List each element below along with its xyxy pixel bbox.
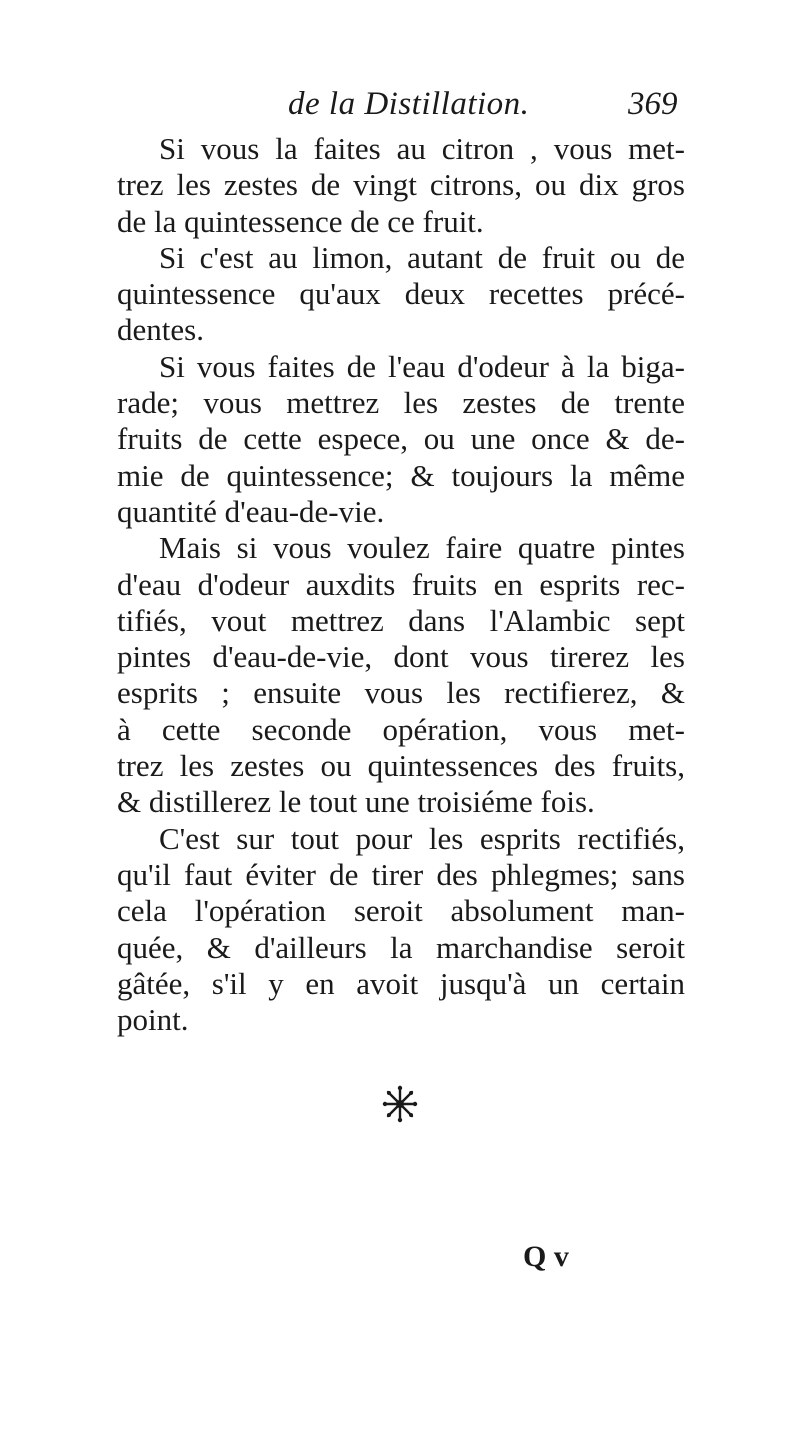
page-number: 369	[628, 86, 678, 122]
text-line: dentes.	[117, 312, 204, 348]
text-line: & distillerez le tout une troisiéme fois.	[117, 784, 595, 820]
text-line: tifiés, vout mettrez dans l'Alambic sept	[117, 602, 685, 638]
text-line: Mais si vous voulez faire quatre pintes	[159, 530, 685, 566]
text-line: cela l'opération seroit absolument man-	[117, 893, 685, 929]
text-line: de la quintessence de ce fruit.	[117, 203, 484, 239]
text-line: mie de quintessence; & toujours la même	[117, 457, 685, 493]
text-line: point.	[117, 1002, 189, 1038]
running-title: de la Distillation.	[288, 86, 530, 122]
text-line: quée, & d'ailleurs la marchandise seroit	[117, 929, 685, 965]
body-text	[117, 131, 685, 1038]
text-line: trez les zestes ou quintessences des fruits,	[117, 748, 685, 784]
text-line: quantité d'eau-de-vie.	[117, 493, 385, 529]
text-line: d'eau d'odeur auxdits fruits en esprits rec-	[117, 566, 685, 602]
text-line: gâtée, s'il y en avoit jusqu'à un certain	[117, 965, 685, 1001]
text-line: à cette seconde opération, vous met-	[117, 711, 685, 747]
text-line: Si vous faites de l'eau d'odeur à la biga-	[159, 348, 685, 384]
text-line: fruits de cette espece, ou une once & de-	[117, 421, 685, 457]
text-line: rade; vous mettrez les zestes de trente	[117, 385, 685, 421]
text-line: Si vous la faites au citron , vous met-	[159, 131, 685, 166]
catchword: Q v	[523, 1240, 569, 1273]
text-line: qu'il faut éviter de tirer des phlegmes; sans	[117, 856, 685, 892]
text-line: trez les zestes de vingt citrons, ou dix gros	[117, 167, 685, 203]
text-line: esprits ; ensuite vous les rectifierez, &	[117, 675, 685, 711]
text-line: quintessence qu'aux deux recettes précé-	[117, 276, 685, 312]
text-line: pintes d'eau-de-vie, dont vous tirerez les	[117, 639, 685, 675]
text-line: C'est sur tout pour les esprits rectifiés,	[159, 820, 685, 856]
asterism-ornament-icon	[380, 1084, 420, 1124]
text-line: Si c'est au limon, autant de fruit ou de	[159, 239, 685, 275]
